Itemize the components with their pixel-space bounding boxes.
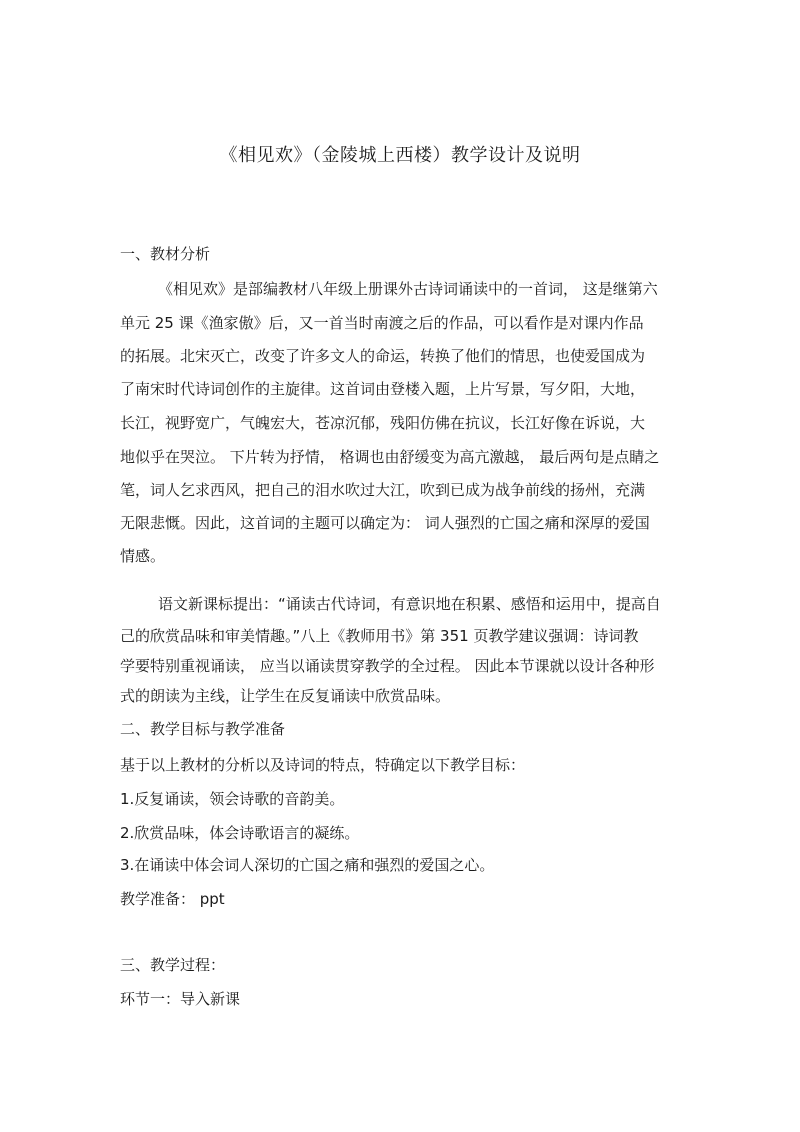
teaching-prep: 教学准备： ppt: [120, 890, 225, 908]
paragraph-line: 学要特别重视诵读， 应当以诵读贯穿教学的全过程。 因此本节课就以设计各种形: [120, 657, 655, 675]
section-heading-goals: 二、教学目标与教学准备: [120, 720, 286, 738]
goal-item: 3.在诵读中体会词人深切的亡国之痛和强烈的爱国之心。: [120, 856, 495, 874]
goal-item: 2.欣赏品味，体会诗歌语言的凝练。: [120, 824, 360, 842]
paragraph-line: 的拓展。北宋灭亡，改变了许多文人的命运，转换了他们的情思，也使爱国成为: [120, 347, 646, 365]
paragraph-line: 《相见欢》是部编教材八年级上册课外古诗词诵读中的一首词， 这是继第六: [158, 280, 658, 298]
paragraph-line: 无限悲慨。因此，这首词的主题可以确定为： 词人强烈的亡国之痛和深厚的爱国: [120, 514, 650, 532]
paragraph-line: 语文新课标提出：“诵读古代诗词，有意识地在积累、感悟和运用中，提高自: [158, 595, 661, 613]
paragraph-line: 情感。: [120, 547, 166, 565]
process-step: 环节一：导入新课: [120, 990, 241, 1008]
paragraph-line: 长江，视野宽广，气魄宏大，苍凉沉郁，残阳仿佛在抗议，长江好像在诉说，大: [120, 414, 646, 432]
section-heading-analysis: 一、教材分析: [120, 245, 211, 263]
paragraph-line: 地似乎在哭泣。 下片转为抒情， 格调也由舒缓变为高亢激越， 最后两句是点睛之: [120, 448, 660, 466]
paragraph-line: 笔，词人乞求西风，把自己的泪水吹过大江，吹到已成为战争前线的扬州，充满: [120, 481, 646, 499]
paragraph-line: 式的朗读为主线，让学生在反复诵读中欣赏品味。: [120, 687, 451, 705]
goals-intro: 基于以上教材的分析以及诗词的特点，特确定以下教学目标：: [120, 756, 526, 774]
section-heading-process: 三、教学过程：: [120, 956, 226, 974]
paragraph-line: 了南宋时代诗词创作的主旋律。这首词由登楼入题，上片写景，写夕阳，大地，: [120, 380, 646, 398]
document-title: 《相见欢》（金陵城上西楼）教学设计及说明: [219, 145, 581, 166]
goal-item: 1.反复诵读，领会诗歌的音韵美。: [120, 790, 345, 808]
paragraph-line: 己的欣赏品味和审美情趣。”八上《教师用书》第 351 页教学建议强调：诗词教: [120, 627, 639, 645]
paragraph-line: 单元 25 课《渔家傲》后，又一首当时南渡之后的作品，可以看作是对课内作品: [120, 314, 644, 332]
